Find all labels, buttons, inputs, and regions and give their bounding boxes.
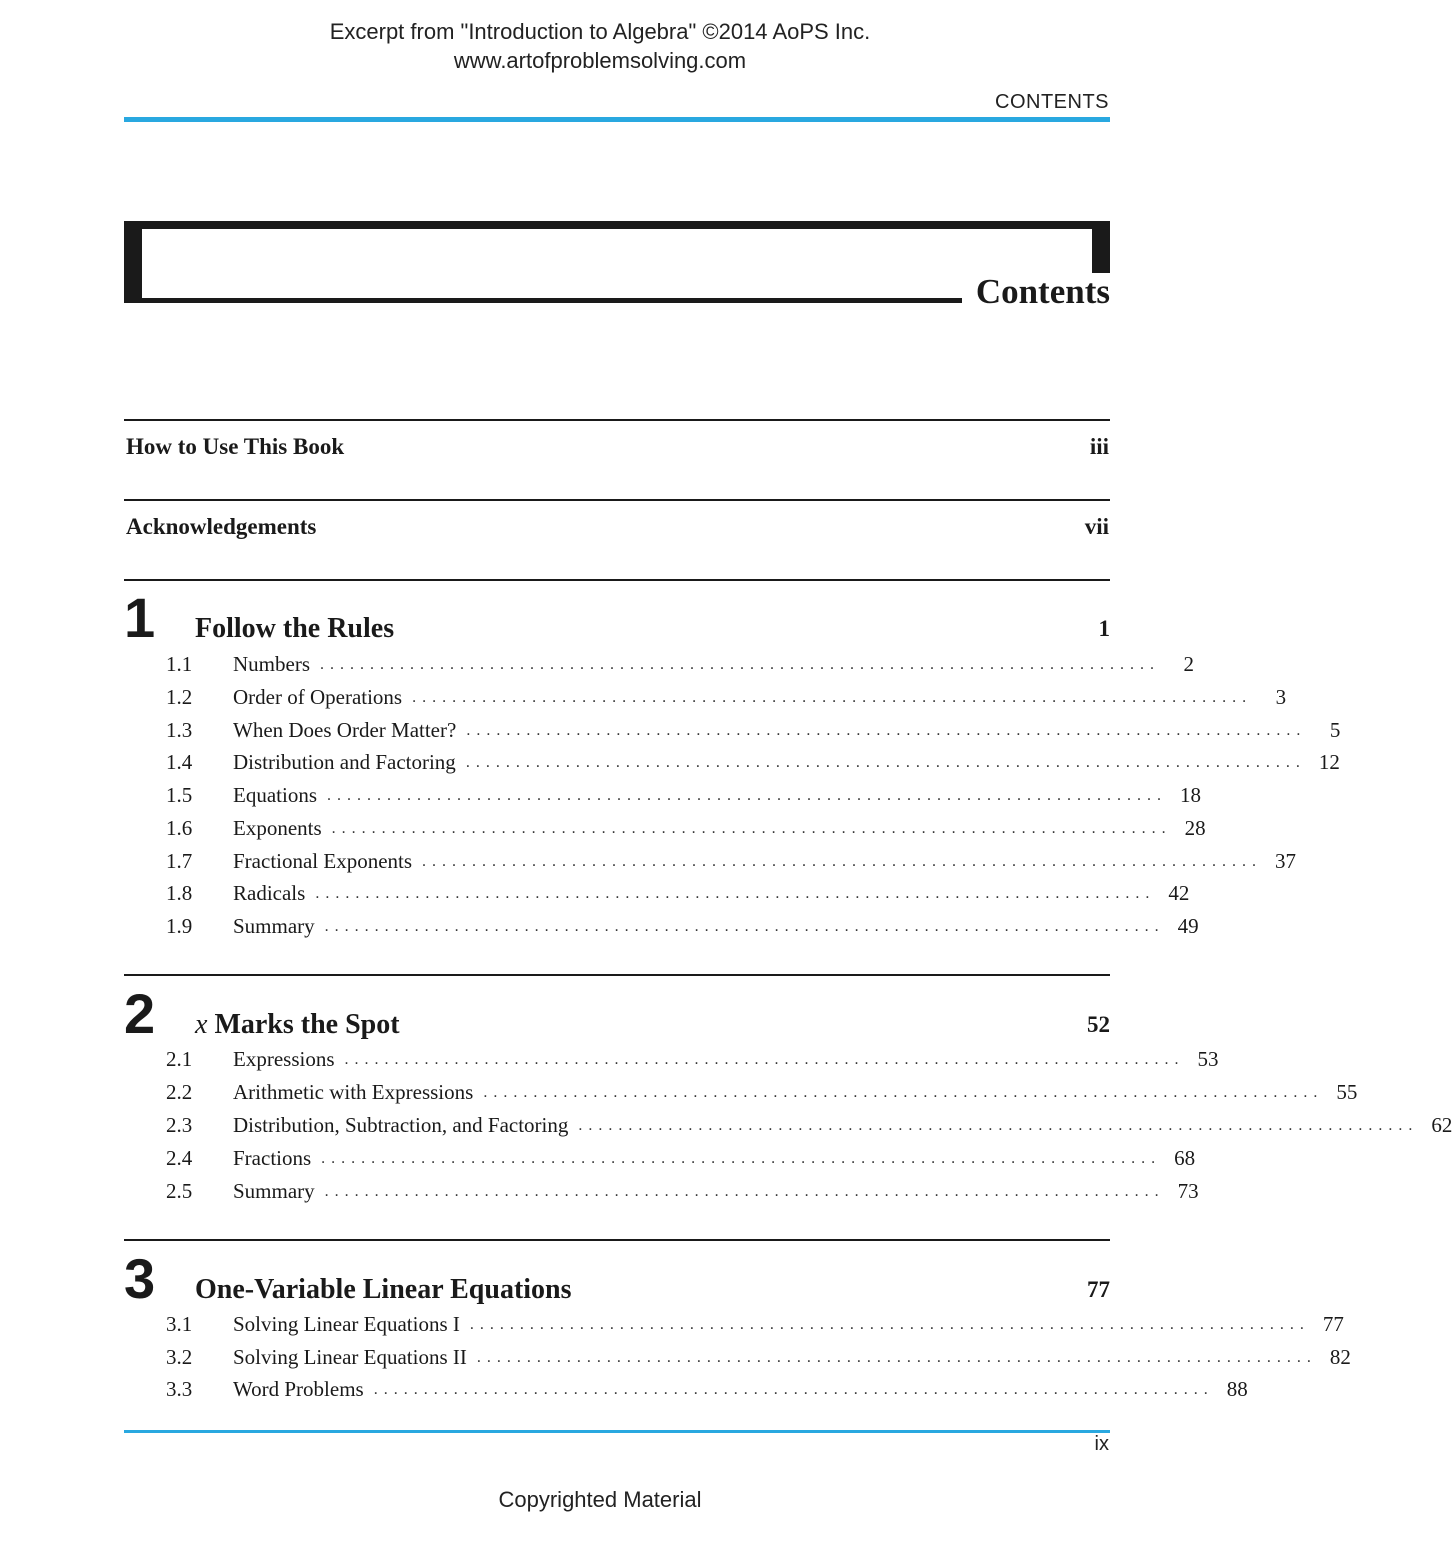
section-number: 1.4 [166, 750, 193, 774]
running-head: CONTENTS [995, 91, 1109, 113]
section-number: 1.9 [166, 914, 193, 938]
toc-section-entry[interactable] [166, 648, 1194, 681]
section-number: 3.1 [166, 1312, 193, 1336]
title-frame-top [124, 221, 1110, 229]
title-frame-right [1092, 221, 1110, 273]
dot-leader: .................................................................................... [324, 917, 1165, 935]
section-number: 1.8 [166, 881, 193, 905]
title-frame-bottom [124, 298, 962, 303]
section-number: 1.6 [166, 816, 193, 840]
section-page: 2 [1183, 652, 1194, 676]
toc-section-entry[interactable] [166, 1175, 1199, 1208]
section-page: 12 [1318, 750, 1340, 774]
section-page: 3 [1275, 685, 1287, 709]
dot-leader: .................................................................................... [466, 721, 1307, 739]
section-title: Fractions [233, 1146, 312, 1170]
section-page: 55 [1336, 1080, 1358, 1104]
section-title: Arithmetic with Expressions [233, 1080, 474, 1104]
divider-rule [124, 499, 1110, 501]
section-number: 2.4 [166, 1146, 193, 1170]
toc-section-entry[interactable] [166, 1373, 1248, 1406]
divider-rule [124, 1239, 1110, 1241]
dot-leader: .................................................................................... [324, 1182, 1165, 1200]
section-title: Distribution, Subtraction, and Factoring [233, 1113, 569, 1137]
divider-rule [124, 419, 1110, 421]
section-title: When Does Order Matter? [233, 718, 457, 742]
dot-leader: .................................................................................... [578, 1116, 1419, 1134]
dot-leader: .................................................................................... [344, 1050, 1185, 1068]
section-page: 28 [1184, 816, 1206, 840]
section-title: Summary [233, 914, 315, 938]
chapter-title-variable: x [195, 1009, 208, 1040]
chapter-page: 52 [1087, 1012, 1110, 1037]
chapter-title[interactable]: One-Variable Linear Equations [195, 1274, 572, 1305]
section-number: 1.7 [166, 849, 193, 873]
section-title: Numbers [233, 652, 310, 676]
toc-entry-acknowledgements[interactable]: Acknowledgements [126, 514, 317, 539]
chapter-number: 3 [124, 1247, 156, 1310]
excerpt-line-2: www.artofproblemsolving.com [453, 48, 747, 73]
toc-section-entry[interactable] [166, 812, 1206, 845]
toc-section-entry[interactable] [166, 1341, 1351, 1374]
divider-rule [124, 974, 1110, 976]
dot-leader: .................................................................................... [465, 753, 1306, 771]
dot-leader: .................................................................................... [373, 1380, 1214, 1398]
chapter-number: 1 [124, 586, 156, 649]
copyright-notice: Copyrighted Material [498, 1487, 702, 1512]
chapter-page: 77 [1087, 1277, 1110, 1302]
excerpt-line-1: Excerpt from "Introduction to Algebra" ©2014 AoPS Inc. [329, 19, 871, 44]
dot-leader: .................................................................................... [320, 655, 1160, 673]
toc-section-entry[interactable] [166, 714, 1341, 747]
chapter-page: 1 [1098, 616, 1110, 641]
section-number: 2.3 [166, 1113, 193, 1137]
section-page: 62 [1431, 1113, 1452, 1137]
section-page: 42 [1168, 881, 1190, 905]
section-title: Exponents [233, 816, 322, 840]
title-frame-left [124, 221, 142, 303]
dot-leader: .................................................................................... [321, 1149, 1162, 1167]
section-page: 5 [1329, 718, 1341, 742]
section-page: 68 [1174, 1146, 1196, 1170]
toc-page-acknowledgements: vii [1084, 514, 1109, 539]
toc-page-how-to-use: iii [1089, 434, 1109, 459]
section-number: 3.3 [166, 1377, 193, 1401]
dot-leader: .................................................................................... [476, 1348, 1317, 1366]
section-number: 2.5 [166, 1179, 193, 1203]
toc-section-entry[interactable] [166, 877, 1190, 910]
section-number: 2.1 [166, 1047, 193, 1071]
page-number: ix [1094, 1433, 1109, 1455]
chapter-title[interactable]: Follow the Rules [195, 613, 395, 644]
section-page: 37 [1275, 849, 1297, 873]
section-number: 2.2 [166, 1080, 193, 1104]
section-number: 1.2 [166, 685, 193, 709]
section-page: 18 [1180, 783, 1201, 807]
section-title: Equations [233, 783, 317, 807]
footer-rule [124, 1430, 1110, 1433]
section-page: 88 [1226, 1377, 1248, 1401]
chapter-title[interactable] [195, 1007, 400, 1043]
section-title: Radicals [233, 881, 306, 905]
section-page: 82 [1329, 1345, 1351, 1369]
section-page: 77 [1322, 1312, 1344, 1336]
toc-section-entry[interactable] [166, 910, 1199, 943]
section-title: Summary [233, 1179, 315, 1203]
dot-leader: .................................................................................... [327, 786, 1167, 804]
dot-leader: .................................................................................... [315, 884, 1156, 902]
toc-section-entry[interactable] [166, 1308, 1344, 1341]
page-title: Contents [975, 272, 1110, 311]
header-rule [124, 117, 1110, 122]
section-title: Solving Linear Equations I [233, 1312, 460, 1336]
section-number: 1.5 [166, 783, 193, 807]
toc-section-entry[interactable] [166, 1142, 1196, 1175]
section-title: Order of Operations [233, 685, 403, 709]
divider-rule [124, 579, 1110, 581]
dot-leader: .................................................................................... [412, 688, 1253, 706]
dot-leader: .................................................................................... [483, 1083, 1324, 1101]
toc-section-entry[interactable] [166, 681, 1287, 714]
section-title: Fractional Exponents [233, 849, 413, 873]
toc-section-entry[interactable] [166, 845, 1297, 878]
section-number: 1.1 [166, 652, 193, 676]
toc-section-entry[interactable] [166, 1109, 1452, 1142]
section-title: Distribution and Factoring [233, 750, 456, 774]
section-page: 53 [1197, 1047, 1219, 1071]
section-page: 49 [1177, 914, 1199, 938]
section-title: Expressions [233, 1047, 335, 1071]
toc-section-entry[interactable] [166, 1043, 1219, 1076]
section-title: Solving Linear Equations II [233, 1345, 467, 1369]
dot-leader: .................................................................................... [469, 1315, 1310, 1333]
chapter-title-text: Marks the Spot [214, 1009, 400, 1040]
toc-section-entry[interactable] [166, 746, 1340, 779]
toc-section-entry[interactable] [166, 1076, 1358, 1109]
section-page: 73 [1177, 1179, 1199, 1203]
dot-leader: .................................................................................... [331, 819, 1172, 837]
section-number: 3.2 [166, 1345, 193, 1369]
toc-entry-how-to-use[interactable]: How to Use This Book [126, 434, 345, 459]
section-title: Word Problems [233, 1377, 364, 1401]
toc-section-entry[interactable] [166, 779, 1201, 812]
excerpt-notice [0, 17, 1200, 75]
dot-leader: .................................................................................... [422, 852, 1263, 870]
section-number: 1.3 [166, 718, 193, 742]
chapter-number: 2 [124, 982, 156, 1045]
